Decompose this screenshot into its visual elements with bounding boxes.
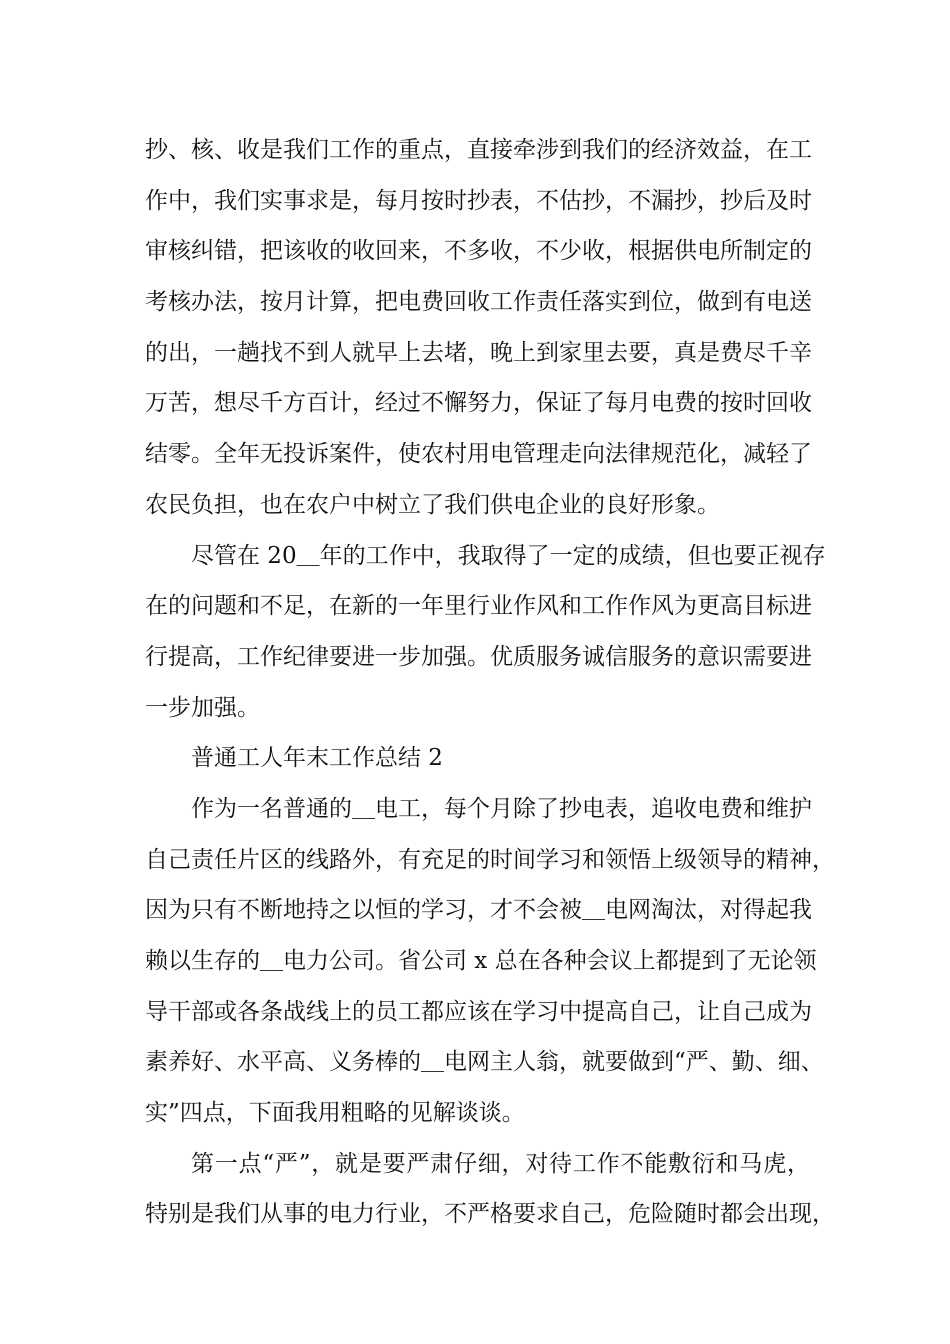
text-line: 万苦，想尽千方百计，经过不懈努力，保证了每月电费的按时回收 [145,390,812,417]
text-line: 素养好、水平高、义务棒的＿电网主人翁，就要做到“严、勤、细、 [145,1049,824,1076]
text-line: 在的问题和不足，在新的一年里行业作风和工作作风为更高目标进 [145,593,812,620]
text-line: 特别是我们从事的电力行业，不严格要求自己，危险随时都会出现， [145,1201,835,1228]
text-line: 自己责任片区的线路外，有充足的时间学习和领悟上级领导的精神， [145,846,835,873]
section-heading [145,733,810,784]
text-line: 的出，一趟找不到人就早上去堵，晚上到家里去要，真是费尽千辛 [145,339,812,366]
text-line: 导干部或各条战线上的员工都应该在学习中提高自己，让自己成为 [145,998,812,1025]
paragraph-electrician-intro [145,784,835,1139]
text-line: 结零。全年无投诉案件，使农村用电管理走向法律规范化，减轻了 [145,441,812,468]
paragraph-billing-work [145,125,810,531]
document-body [145,125,835,1240]
text-line: 抄、核、收是我们工作的重点，直接牵涉到我们的经济效益，在工 [145,137,812,163]
heading-text: 普通工人年末工作总结 2 [191,745,443,772]
text-line: 行提高，工作纪律要进一步加强。优质服务诚信服务的意识需要进 [145,643,812,670]
text-line: 农民负担，也在农户中树立了我们供电企业的良好形象。 [145,491,720,518]
text-line: 赖以生存的＿电力公司。省公司 x 总在各种会议上都提到了无论领 [145,948,817,974]
text-line: 审核纠错，把该收的收回来，不多收，不少收，根据供电所制定的 [145,238,812,265]
paragraph-point-strict [145,1139,835,1240]
paragraph-problems [145,531,826,734]
text-line: 实”四点，下面我用粗略的见解谈谈。 [145,1100,525,1127]
text-line: 作为一名普通的＿电工，每个月除了抄电表，追收电费和维护 [191,795,812,822]
text-line: 第一点“严”，就是要严肃仔细，对待工作不能敷衍和马虎， [191,1150,810,1177]
text-line: 因为只有不断地持之以恒的学习，才不会被＿电网淘汰，对得起我 [145,897,812,924]
text-line: 考核办法，按月计算，把电费回收工作责任落实到位，做到有电送 [145,289,812,316]
text-line: 一步加强。 [145,694,260,721]
text-line: 尽管在 20＿年的工作中，我取得了一定的成绩，但也要正视存 [191,542,826,569]
text-line: 作中，我们实事求是，每月按时抄表，不估抄，不漏抄，抄后及时 [145,187,812,214]
